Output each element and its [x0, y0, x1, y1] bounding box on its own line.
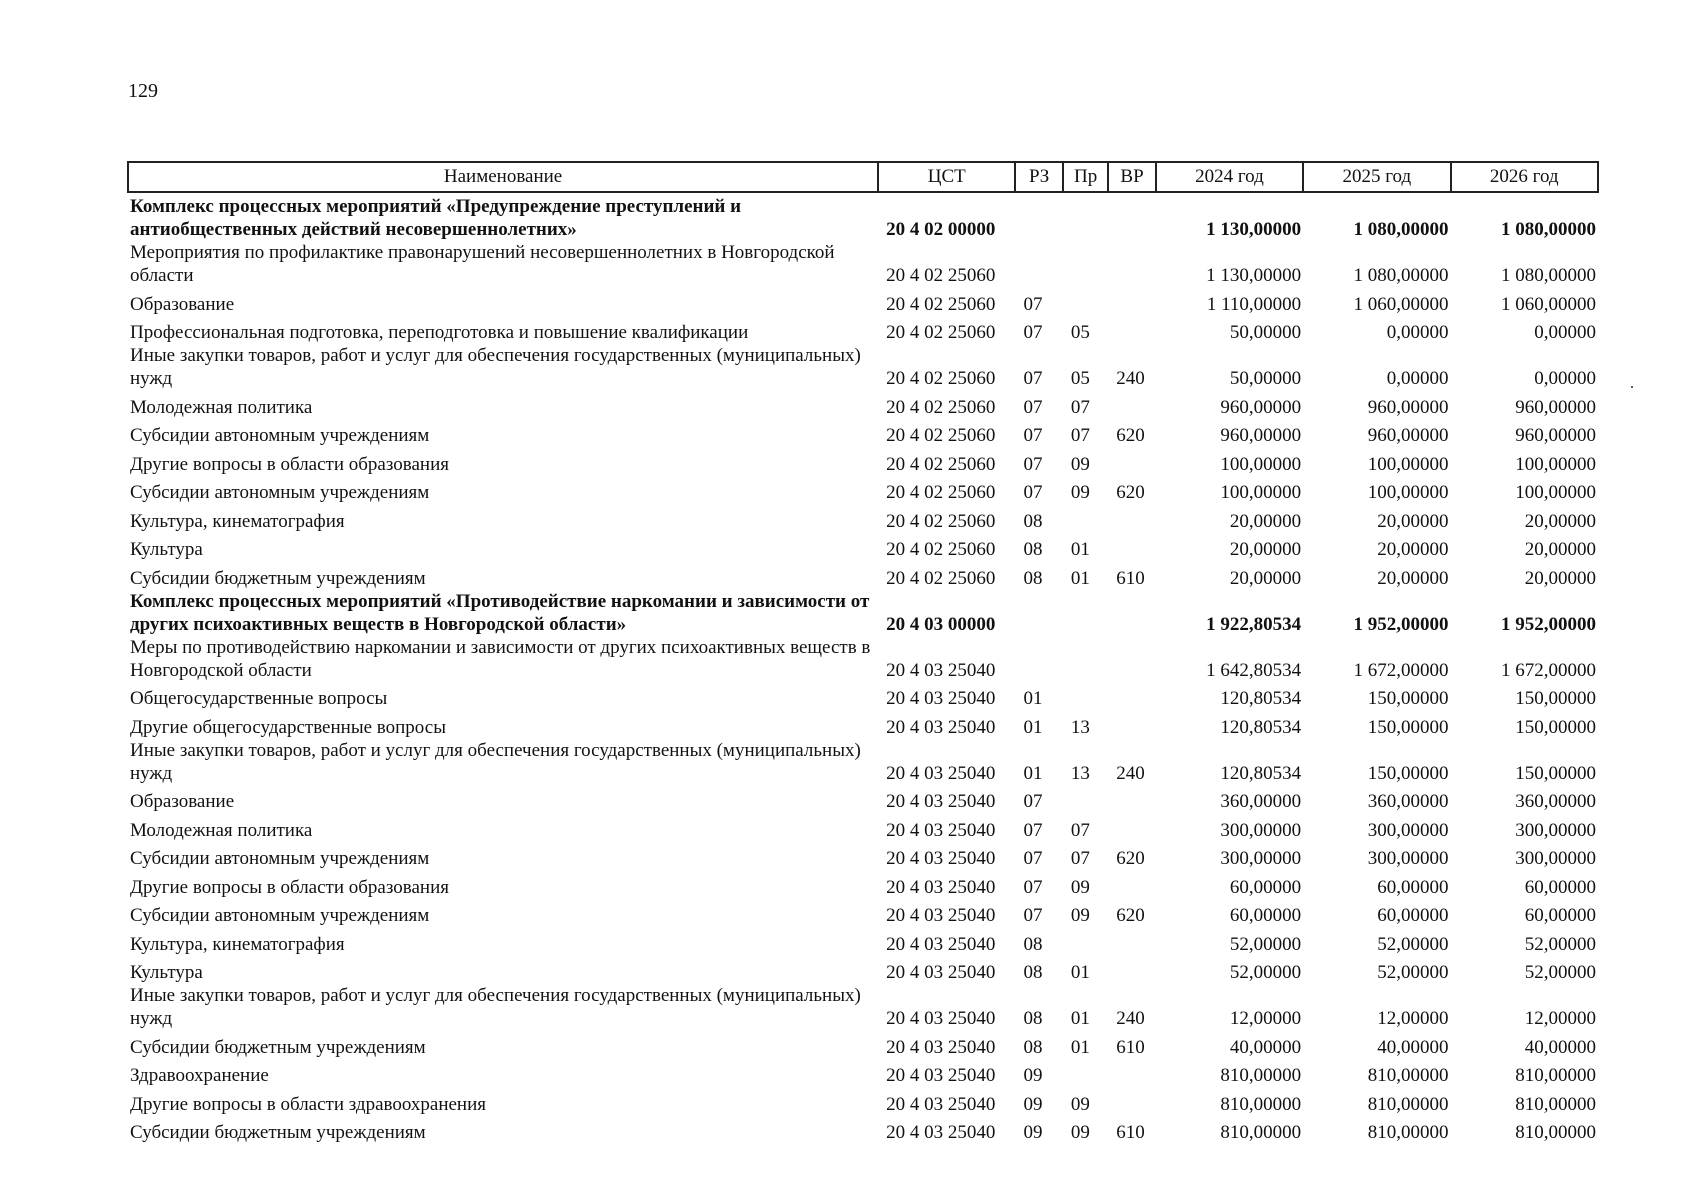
row-pr: [1063, 927, 1108, 956]
row-2024: 960,00000: [1220, 396, 1302, 418]
table-row: [128, 710, 1598, 739]
table-row: [128, 813, 1598, 842]
row-2024: 60,00000: [1229, 905, 1302, 926]
row-vr: [1108, 927, 1155, 956]
row-name: Молодежная политика: [130, 819, 313, 841]
row-pr: 13: [1070, 762, 1090, 784]
row-2024: 120,80534: [1220, 716, 1302, 738]
row-2024: 1 130,00000: [1206, 219, 1302, 240]
row-pr: [1063, 287, 1108, 316]
row-2024: 40,00000: [1229, 1036, 1302, 1058]
row-name: Субсидии автономным учреждениям: [130, 482, 430, 503]
row-cst: 20 4 03 25040: [886, 762, 996, 784]
row-vr: [1108, 241, 1155, 287]
row-2026: 100,00000: [1515, 453, 1596, 475]
row-cst: 20 4 03 25040: [886, 848, 996, 869]
row-2026: 960,00000: [1515, 396, 1596, 418]
row-name: Культура: [130, 962, 203, 983]
row-pr: 09: [1070, 453, 1090, 475]
table-row: [128, 870, 1598, 899]
row-2024: 810,00000: [1220, 1065, 1302, 1086]
header-pr: Пр: [1063, 162, 1108, 192]
row-2024: 360,00000: [1220, 791, 1302, 812]
row-2024: 120,80534: [1220, 762, 1302, 784]
row-name: Субсидии бюджетным учреждениям: [130, 567, 426, 589]
table-row: [128, 192, 1598, 241]
row-rz: 07: [1023, 848, 1043, 869]
table-row: [128, 927, 1598, 956]
header-rz: РЗ: [1015, 162, 1062, 192]
row-2025: 0,00000: [1386, 368, 1449, 389]
row-2025: 150,00000: [1367, 716, 1449, 738]
row-cst: 20 4 02 25060: [886, 453, 996, 475]
row-pr: 09: [1070, 876, 1090, 898]
row-cst: 20 4 02 25060: [886, 293, 996, 315]
row-2025: 52,00000: [1377, 933, 1449, 955]
row-2025: 100,00000: [1367, 453, 1449, 475]
row-2025: 810,00000: [1367, 1122, 1449, 1143]
row-2026: 300,00000: [1515, 819, 1596, 841]
row-pr: 01: [1070, 1008, 1090, 1029]
row-2024: 20,00000: [1229, 539, 1302, 560]
row-2026: 60,00000: [1524, 876, 1596, 898]
row-cst: 20 4 03 25040: [886, 1122, 996, 1143]
row-pr: 01: [1070, 962, 1090, 983]
row-name: Другие вопросы в области образования: [130, 876, 449, 898]
row-2024: 12,00000: [1229, 1008, 1302, 1029]
row-vr: [1108, 956, 1155, 985]
table-row: [128, 390, 1598, 419]
row-2025: 20,00000: [1377, 567, 1449, 589]
table-row: [128, 590, 1598, 636]
row-cst: 20 4 03 25040: [886, 933, 996, 955]
row-name: Комплекс процессных мероприятий «Противодействие наркомании и зависимости от других психоактивных веществ в Новгородской области»: [130, 590, 870, 635]
row-rz: 07: [1023, 396, 1043, 418]
row-2026: 40,00000: [1524, 1036, 1596, 1058]
table-row: [128, 785, 1598, 814]
row-pr: [1063, 1059, 1108, 1088]
row-name: Здравоохранение: [130, 1065, 269, 1086]
row-2024: 52,00000: [1229, 962, 1302, 983]
row-cst: 20 4 02 25060: [886, 368, 996, 389]
row-vr: 620: [1116, 848, 1145, 869]
row-2024: 810,00000: [1220, 1122, 1302, 1143]
row-rz: 01: [1023, 716, 1043, 738]
row-vr: [1108, 813, 1155, 842]
row-pr: 09: [1070, 1093, 1090, 1115]
row-2024: 300,00000: [1220, 848, 1302, 869]
row-rz: 07: [1023, 482, 1043, 503]
row-2026: 20,00000: [1524, 539, 1596, 560]
row-2026: 0,00000: [1534, 322, 1596, 343]
row-2025: 1 080,00000: [1353, 219, 1449, 240]
row-2024: 100,00000: [1220, 482, 1302, 503]
row-cst: 20 4 03 25040: [886, 1065, 996, 1086]
row-2026: 20,00000: [1524, 510, 1596, 532]
table-row: [128, 984, 1598, 1030]
row-2026: 1 060,00000: [1501, 293, 1596, 315]
row-vr: [1108, 785, 1155, 814]
row-vr: 620: [1116, 905, 1145, 926]
row-rz: 08: [1023, 1008, 1043, 1029]
table-row: [128, 842, 1598, 871]
row-rz: 08: [1023, 1036, 1043, 1058]
row-2024: 60,00000: [1229, 876, 1302, 898]
row-cst: 20 4 02 25060: [886, 265, 996, 286]
row-2025: 300,00000: [1367, 819, 1449, 841]
header-name: Наименование: [128, 162, 878, 192]
row-cst: 20 4 02 25060: [886, 322, 996, 343]
row-2025: 1 060,00000: [1353, 293, 1449, 315]
row-rz: 07: [1023, 425, 1043, 446]
row-2026: 810,00000: [1515, 1065, 1596, 1086]
row-2025: 60,00000: [1377, 905, 1449, 926]
row-rz: 07: [1023, 876, 1043, 898]
page-number: 129: [128, 80, 158, 102]
row-name: Образование: [130, 293, 235, 315]
row-rz: 09: [1023, 1122, 1043, 1143]
header-cst: ЦСТ: [878, 162, 1015, 192]
row-cst: 20 4 03 00000: [886, 613, 996, 635]
header-2024: 2024 год: [1156, 162, 1303, 192]
row-2026: 150,00000: [1515, 762, 1596, 784]
table-row: [128, 476, 1598, 505]
header-2026: 2026 год: [1451, 162, 1598, 192]
row-2026: 360,00000: [1515, 791, 1596, 812]
row-2026: 960,00000: [1515, 425, 1596, 446]
row-2026: 810,00000: [1515, 1122, 1596, 1143]
row-2024: 960,00000: [1220, 425, 1302, 446]
row-vr: [1108, 590, 1155, 636]
row-2025: 0,00000: [1386, 322, 1449, 343]
row-cst: 20 4 03 25040: [886, 659, 996, 681]
row-2024: 20,00000: [1229, 510, 1302, 532]
row-cst: 20 4 03 25040: [886, 688, 996, 709]
row-2026: 810,00000: [1515, 1093, 1596, 1115]
table-row: [128, 419, 1598, 448]
table-row: [128, 316, 1598, 345]
row-name: Культура: [130, 539, 203, 560]
row-vr: [1108, 447, 1155, 476]
scan-speck: [1631, 386, 1633, 388]
row-vr: 240: [1116, 1008, 1145, 1029]
table-row: [128, 1087, 1598, 1116]
table-row: [128, 241, 1598, 287]
row-2025: 810,00000: [1367, 1093, 1449, 1115]
table-row: [128, 956, 1598, 985]
row-name: Профессиональная подготовка, переподготовка и повышение квалификации: [130, 322, 749, 343]
row-cst: 20 4 02 25060: [886, 539, 996, 560]
row-pr: [1063, 682, 1108, 711]
row-2024: 300,00000: [1220, 819, 1302, 841]
row-rz: 07: [1023, 368, 1043, 389]
row-pr: [1063, 504, 1108, 533]
row-2026: 52,00000: [1524, 962, 1596, 983]
row-pr: 01: [1070, 567, 1090, 589]
row-cst: 20 4 03 25040: [886, 962, 996, 983]
budget-table: [127, 161, 1599, 1144]
row-2026: 20,00000: [1524, 567, 1596, 589]
row-name: Иные закупки товаров, работ и услуг для обеспечения государственных (муниципальных) нужд: [130, 985, 861, 1029]
row-2024: 1 922,80534: [1206, 613, 1302, 635]
row-rz: 08: [1023, 539, 1043, 560]
row-vr: [1108, 316, 1155, 345]
row-name: Другие вопросы в области образования: [130, 453, 449, 475]
row-2025: 40,00000: [1377, 1036, 1449, 1058]
row-rz: 08: [1023, 567, 1043, 589]
row-2026: 1 952,00000: [1501, 613, 1596, 635]
row-2026: 52,00000: [1524, 933, 1596, 955]
row-vr: 610: [1116, 1122, 1145, 1143]
header-2025: 2025 год: [1303, 162, 1450, 192]
row-rz: 07: [1023, 322, 1043, 343]
row-pr: 01: [1070, 539, 1090, 560]
row-2024: 100,00000: [1220, 453, 1302, 475]
row-pr: [1063, 590, 1108, 636]
row-name: Общегосударственные вопросы: [130, 688, 388, 709]
row-vr: 620: [1116, 482, 1145, 503]
table-row: [128, 682, 1598, 711]
row-vr: [1108, 870, 1155, 899]
row-2026: 60,00000: [1524, 905, 1596, 926]
table-row: [128, 533, 1598, 562]
row-2026: 150,00000: [1515, 688, 1596, 709]
row-2026: 1 080,00000: [1501, 265, 1596, 286]
row-cst: 20 4 02 00000: [886, 219, 996, 240]
row-vr: [1108, 710, 1155, 739]
row-rz: 01: [1023, 688, 1043, 709]
row-cst: 20 4 03 25040: [886, 876, 996, 898]
row-2025: 150,00000: [1367, 762, 1449, 784]
row-pr: [1063, 192, 1108, 241]
row-name: Образование: [130, 791, 235, 812]
row-pr: 07: [1070, 425, 1090, 446]
row-2024: 120,80534: [1220, 688, 1302, 709]
table-row: [128, 1030, 1598, 1059]
row-cst: 20 4 03 25040: [886, 791, 996, 812]
header-row: [128, 162, 1598, 192]
row-rz: [1015, 636, 1062, 682]
row-rz: 09: [1023, 1065, 1043, 1086]
row-pr: 01: [1070, 1036, 1090, 1058]
row-pr: [1063, 241, 1108, 287]
row-2025: 960,00000: [1367, 396, 1449, 418]
row-name: Комплекс процессных мероприятий «Предупреждение преступлений и антиобщественных действий несовершеннолетних»: [130, 196, 742, 240]
row-name: Субсидии бюджетным учреждениям: [130, 1122, 426, 1143]
row-pr: 09: [1070, 905, 1090, 926]
row-name: Субсидии автономным учреждениям: [130, 425, 430, 446]
row-rz: [1015, 590, 1062, 636]
row-pr: 13: [1070, 716, 1090, 738]
row-rz: 09: [1023, 1093, 1043, 1115]
row-name: Мероприятия по профилактике правонарушений несовершеннолетних в Новгородской области: [130, 242, 835, 286]
row-vr: [1108, 287, 1155, 316]
row-vr: [1108, 1059, 1155, 1088]
row-vr: [1108, 533, 1155, 562]
row-2025: 150,00000: [1367, 688, 1449, 709]
table-row: [128, 287, 1598, 316]
row-pr: 07: [1070, 848, 1090, 869]
row-pr: 07: [1070, 819, 1090, 841]
row-pr: 09: [1070, 1122, 1090, 1143]
table-row: [128, 899, 1598, 928]
row-cst: 20 4 03 25040: [886, 905, 996, 926]
row-name: Меры по противодействию наркомании и зависимости от других психоактивных веществ в Новгородской области: [130, 636, 871, 681]
row-pr: 05: [1070, 368, 1090, 389]
row-2026: 100,00000: [1515, 482, 1596, 503]
row-2025: 1 080,00000: [1353, 265, 1449, 286]
row-cst: 20 4 03 25040: [886, 1036, 996, 1058]
table-row: [128, 1059, 1598, 1088]
row-2024: 20,00000: [1229, 567, 1302, 589]
row-rz: 01: [1023, 762, 1043, 784]
table-body: [128, 192, 1598, 1144]
row-2025: 1 952,00000: [1353, 613, 1449, 635]
row-vr: 610: [1116, 567, 1145, 589]
row-2025: 360,00000: [1367, 791, 1449, 812]
table-row: [128, 561, 1598, 590]
row-rz: 07: [1023, 791, 1043, 812]
row-name: Иные закупки товаров, работ и услуг для обеспечения государственных (муниципальных) нужд: [130, 739, 861, 784]
row-cst: 20 4 02 25060: [886, 396, 996, 418]
table-row: [128, 344, 1598, 390]
row-name: Другие общегосударственные вопросы: [130, 716, 446, 738]
row-2024: 1 110,00000: [1206, 293, 1302, 315]
row-cst: 20 4 02 25060: [886, 425, 996, 446]
row-2025: 60,00000: [1377, 876, 1449, 898]
row-vr: [1108, 636, 1155, 682]
row-rz: [1015, 192, 1062, 241]
row-name: Субсидии автономным учреждениям: [130, 905, 430, 926]
row-cst: 20 4 02 25060: [886, 510, 996, 532]
row-pr: 05: [1070, 322, 1090, 343]
row-2024: 810,00000: [1220, 1093, 1302, 1115]
row-2026: 12,00000: [1524, 1008, 1596, 1029]
row-vr: [1108, 1087, 1155, 1116]
row-rz: 08: [1023, 962, 1043, 983]
row-2025: 810,00000: [1367, 1065, 1449, 1086]
row-pr: [1063, 785, 1108, 814]
row-rz: [1015, 241, 1062, 287]
row-2024: 50,00000: [1229, 322, 1302, 343]
row-rz: 07: [1023, 453, 1043, 475]
row-rz: 07: [1023, 293, 1043, 315]
row-vr: 620: [1116, 425, 1145, 446]
row-vr: 610: [1116, 1036, 1145, 1058]
table-header: [128, 162, 1598, 192]
table-row: [128, 447, 1598, 476]
row-name: Молодежная политика: [130, 396, 313, 418]
row-2026: 1 672,00000: [1501, 659, 1596, 681]
row-name: Культура, кинематография: [130, 933, 345, 955]
row-2024: 1 642,80534: [1206, 659, 1302, 681]
table-row: [128, 739, 1598, 785]
table-row: [128, 1116, 1598, 1145]
row-vr: [1108, 504, 1155, 533]
row-name: Культура, кинематография: [130, 510, 345, 532]
row-2026: 0,00000: [1534, 368, 1596, 389]
row-vr: [1108, 682, 1155, 711]
table-row: [128, 636, 1598, 682]
row-pr: 07: [1070, 396, 1090, 418]
row-2026: 300,00000: [1515, 848, 1596, 869]
row-2025: 20,00000: [1377, 539, 1449, 560]
row-2025: 100,00000: [1367, 482, 1449, 503]
row-2025: 1 672,00000: [1353, 659, 1449, 681]
row-2024: 1 130,00000: [1206, 265, 1302, 286]
row-rz: 07: [1023, 905, 1043, 926]
row-cst: 20 4 03 25040: [886, 1093, 996, 1115]
row-2026: 1 080,00000: [1501, 219, 1596, 240]
row-cst: 20 4 03 25040: [886, 819, 996, 841]
row-vr: [1108, 192, 1155, 241]
row-2025: 300,00000: [1367, 848, 1449, 869]
row-name: Субсидии бюджетным учреждениям: [130, 1036, 426, 1058]
row-2025: 20,00000: [1377, 510, 1449, 532]
row-pr: 09: [1070, 482, 1090, 503]
row-rz: 07: [1023, 819, 1043, 841]
row-rz: 08: [1023, 510, 1043, 532]
row-2025: 960,00000: [1367, 425, 1449, 446]
row-cst: 20 4 02 25060: [886, 567, 996, 589]
row-cst: 20 4 03 25040: [886, 716, 996, 738]
row-cst: 20 4 02 25060: [886, 482, 996, 503]
row-2024: 52,00000: [1229, 933, 1302, 955]
row-name: Другие вопросы в области здравоохранения: [130, 1093, 487, 1115]
row-name: Иные закупки товаров, работ и услуг для обеспечения государственных (муниципальных) нужд: [130, 345, 861, 389]
row-vr: 240: [1116, 368, 1145, 389]
row-2025: 52,00000: [1377, 962, 1449, 983]
row-vr: [1108, 390, 1155, 419]
row-2026: 150,00000: [1515, 716, 1596, 738]
row-rz: 08: [1023, 933, 1043, 955]
header-vr: ВР: [1108, 162, 1155, 192]
row-pr: [1063, 636, 1108, 682]
row-2024: 50,00000: [1229, 368, 1302, 389]
row-cst: 20 4 03 25040: [886, 1008, 996, 1029]
row-2025: 12,00000: [1377, 1008, 1449, 1029]
row-name: Субсидии автономным учреждениям: [130, 848, 430, 869]
row-vr: 240: [1116, 762, 1145, 784]
table-row: [128, 504, 1598, 533]
